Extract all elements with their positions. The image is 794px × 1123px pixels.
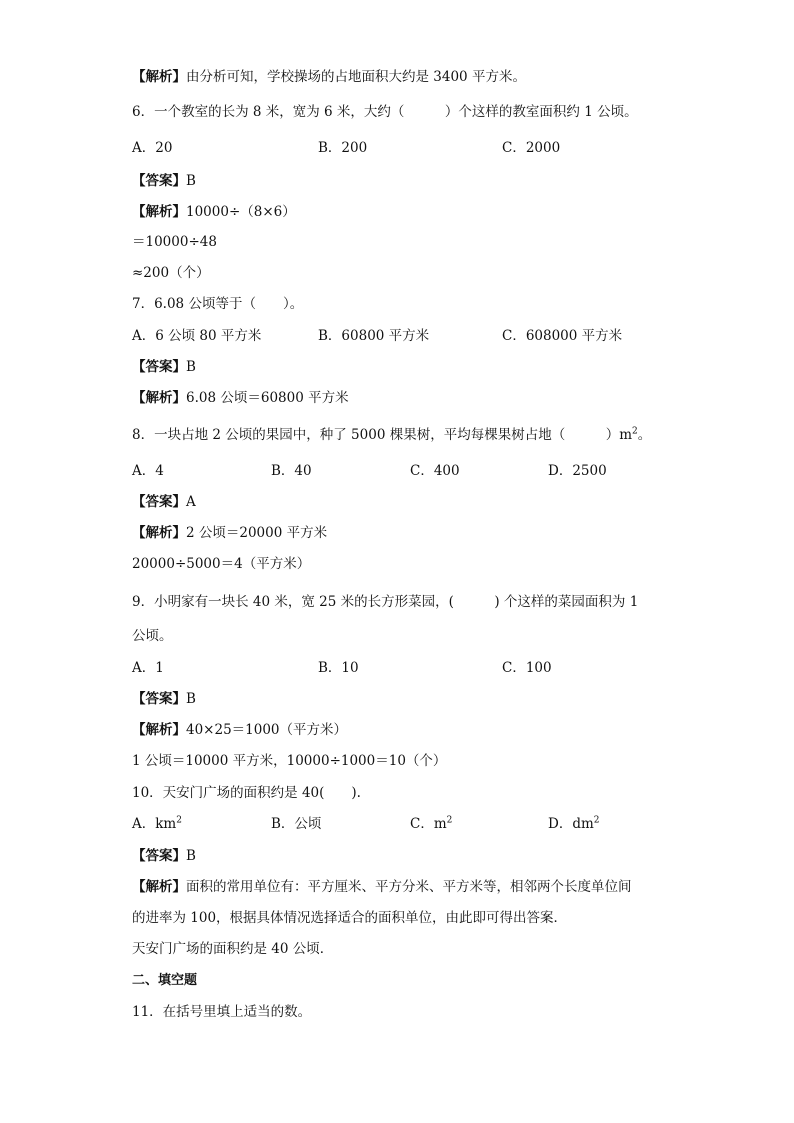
option-text: A．km xyxy=(132,816,177,832)
analysis-tag: 【解析】 xyxy=(132,390,186,406)
answer-value: B xyxy=(186,848,196,864)
stem-text: 8．一块占地 2 公顷的果园中，种了 5000 棵果树，平均每棵果树占地（ ）m xyxy=(132,427,633,443)
q6-analysis-1 xyxy=(132,203,296,221)
q9-analysis-2: 1 公顷＝10000 平方米，10000÷1000＝10（个） xyxy=(132,753,447,769)
answer-tag: 【答案】 xyxy=(132,848,186,864)
option-text: B．公顷 xyxy=(271,816,322,832)
q6-option-c: C．2000 xyxy=(502,140,561,156)
q10-answer xyxy=(132,847,196,865)
answer-tag: 【答案】 xyxy=(132,494,186,510)
q9-option-b: B．10 xyxy=(318,660,359,676)
q7-option-b: B．60800 平方米 xyxy=(318,328,430,344)
analysis-tag: 【解析】 xyxy=(132,525,186,541)
question-7-stem: 7．6.08 公顷等于（ ）。 xyxy=(132,296,304,312)
q5-analysis xyxy=(132,68,526,86)
q10-option-b xyxy=(271,815,321,833)
analysis-text: 40×25＝1000（平方米） xyxy=(186,722,348,738)
analysis-text: 6.08 公顷＝60800 平方米 xyxy=(186,390,349,406)
q8-analysis-2: 20000÷5000＝4（平方米） xyxy=(132,556,311,572)
q6-option-a: A．20 xyxy=(132,140,173,156)
option-text: C．m xyxy=(410,816,447,832)
analysis-text: 面积的常用单位有：平方厘米、平方分米、平方米等，相邻两个长度单位间 xyxy=(186,879,632,895)
q9-option-a: A．1 xyxy=(132,660,164,676)
answer-tag: 【答案】 xyxy=(132,359,186,375)
q8-analysis-1 xyxy=(132,524,327,542)
q7-analysis xyxy=(132,389,349,407)
question-6-stem: 6．一个教室的长为 8 米，宽为 6 米，大约（ ）个这样的教室面积约 1 公顷。 xyxy=(132,104,638,120)
q8-answer xyxy=(132,493,196,511)
analysis-tag: 【解析】 xyxy=(132,204,186,220)
question-8-stem xyxy=(132,426,651,444)
superscript: 2 xyxy=(593,815,600,826)
superscript: 2 xyxy=(446,815,453,826)
q8-option-c: C．400 xyxy=(410,463,460,479)
option-text: D．dm xyxy=(548,816,594,832)
answer-value: B xyxy=(186,359,196,375)
analysis-tag: 【解析】 xyxy=(132,722,186,738)
q6-analysis-2: ＝10000÷48 xyxy=(132,234,217,250)
q7-option-c: C．608000 平方米 xyxy=(502,328,623,344)
q6-answer xyxy=(132,172,196,190)
q10-option-a xyxy=(132,815,182,833)
stem-end: 。 xyxy=(637,427,652,443)
q9-option-c: C．100 xyxy=(502,660,552,676)
q7-answer xyxy=(132,358,196,376)
q8-option-d: D．2500 xyxy=(548,463,607,479)
analysis-tag: 【解析】 xyxy=(132,69,186,85)
analysis-text: 由分析可知，学校操场的占地面积大约是 3400 平方米。 xyxy=(186,69,526,85)
question-9-stem-1: 9．小明家有一块长 40 米，宽 25 米的长方形菜园，( ) 个这样的菜园面积为 1 xyxy=(132,594,639,610)
section-heading: 二、填空题 xyxy=(132,973,198,988)
q9-answer xyxy=(132,690,196,708)
q6-analysis-3: ≈200（个） xyxy=(132,265,210,281)
superscript: 2 xyxy=(176,815,182,826)
q10-analysis-1 xyxy=(132,878,632,896)
q10-analysis-2: 的进率为 100，根据具体情况选择适合的面积单位，由此即可得出答案． xyxy=(132,910,568,926)
q10-option-d xyxy=(548,815,600,833)
analysis-text: 10000÷（8×6） xyxy=(186,204,296,220)
q8-option-b: B．40 xyxy=(271,463,312,479)
q8-option-a: A．4 xyxy=(132,463,164,479)
q6-option-b: B．200 xyxy=(318,140,368,156)
q10-analysis-3: 天安门广场的面积约是 40 公顷． xyxy=(132,941,334,957)
q7-option-a: A．6 公顷 80 平方米 xyxy=(132,328,262,344)
answer-value: B xyxy=(186,173,196,189)
question-10-stem: 10．天安门广场的面积约是 40( ). xyxy=(132,785,361,801)
question-11-stem: 11．在括号里填上适当的数。 xyxy=(132,1004,312,1020)
question-9-stem-2: 公顷。 xyxy=(132,628,173,644)
answer-tag: 【答案】 xyxy=(132,691,186,707)
answer-value: A xyxy=(186,494,196,510)
q10-option-c xyxy=(410,815,452,833)
superscript: 2 xyxy=(632,426,638,437)
analysis-text: 2 公顷＝20000 平方米 xyxy=(186,525,328,541)
answer-tag: 【答案】 xyxy=(132,173,186,189)
q9-analysis-1 xyxy=(132,721,347,739)
answer-value: B xyxy=(186,691,196,707)
analysis-tag: 【解析】 xyxy=(132,879,186,895)
